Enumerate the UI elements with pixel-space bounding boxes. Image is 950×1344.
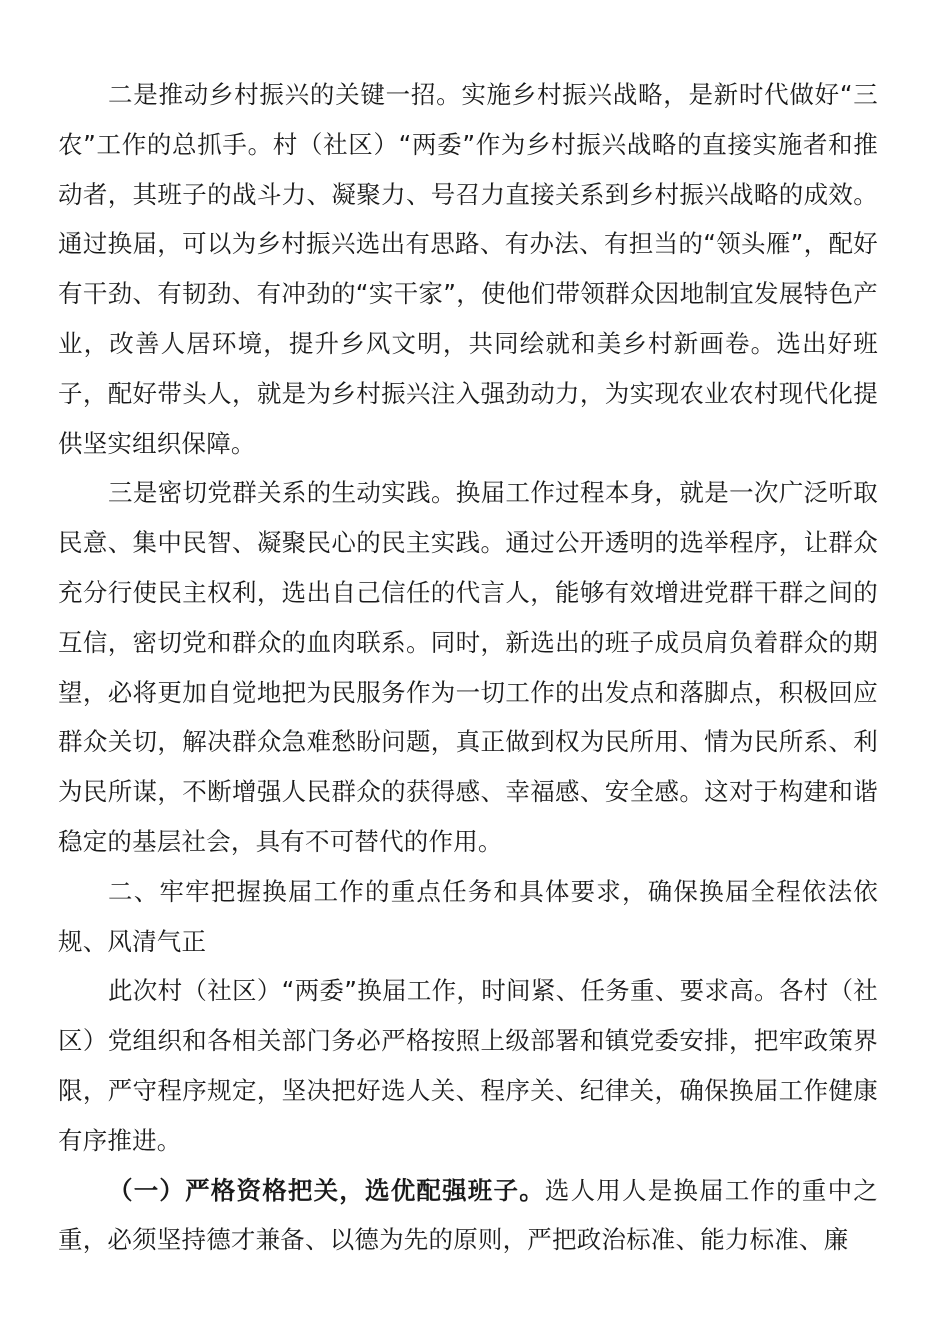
paragraph-qualification-check [58, 1166, 878, 1266]
paragraph-party-mass-relations: 三是密切党群关系的生动实践。换届工作过程本身，就是一次广泛听取民意、集中民智、凝聚民心的民主实践。通过公开透明的选举程序，让群众充分行使民主权利，选出自己信任的代言人，能够有效增进党群干群之间的互信，密切党和群众的血肉联系。同时，新选出的班子成员肩负着群众的期望，必将更加自觉地把为民服务作为一切工作的出发点和落脚点，积极回应群众关切，解决群众急难愁盼问题，真正做到权为民所用、情为民所系、利为民所谋，不断增强人民群众的获得感、幸福感、安全感。这对于构建和谐稳定的基层社会，具有不可替代的作用。 [58, 478, 878, 856]
paragraph-rural-revitalization: 二是推动乡村振兴的关键一招。实施乡村振兴战略，是新时代做好“三农”工作的总抓手。村（社区）“两委”作为乡村振兴战略的直接实施者和推动者，其班子的战斗力、凝聚力、号召力直接关系到乡村振兴战略的成效。通过换届，可以为乡村振兴选出有思路、有办法、有担当的“领头雁”，配好有干劲、有韧劲、有冲劲的“实干家”，使他们带领群众因地制宜发展特色产业，改善人居环境，提升乡风文明，共同绘就和美乡村新画卷。选出好班子，配好带头人，就是为乡村振兴注入强劲动力，为实现农业农村现代化提供坚实组织保障。 [58, 80, 878, 458]
paragraph-election-requirements: 此次村（社区）“两委”换届工作，时间紧、任务重、要求高。各村（社区）党组织和各相关部门务必严格按照上级部署和镇党委安排，把牢政策界限，严守程序规定，坚决把好选人关、程序关、纪律关，确保换届工作健康有序推进。 [58, 976, 878, 1155]
paragraph-body: 选人用人是换届工作的重中之重，必须坚持德才兼备、以德为先的原则，严把政治标准、能力标准、廉 [58, 1175, 878, 1255]
section-heading-two: 二、牢牢把握换届工作的重点任务和具体要求，确保换届全程依法依规、风清气正 [58, 876, 878, 956]
subheading-bold-lead: （一）严格资格把关，选优配强班子。 [108, 1175, 545, 1205]
document-page [58, 70, 878, 1265]
